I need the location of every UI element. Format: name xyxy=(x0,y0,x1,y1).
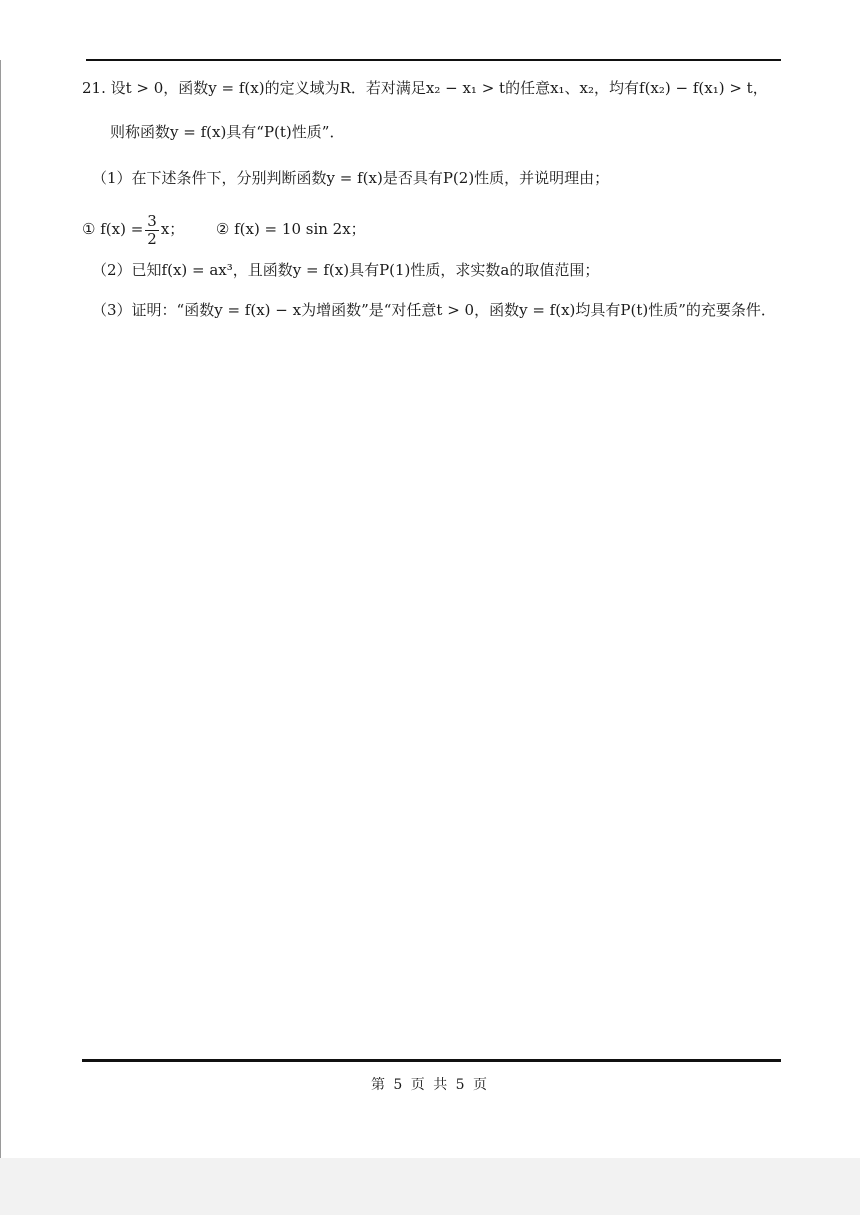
item-2: ② f(x) = 10 sin 2x； xyxy=(215,220,366,238)
bottom-rule xyxy=(82,1059,781,1062)
top-rule xyxy=(86,59,781,61)
part-1-items xyxy=(82,212,366,248)
fraction-numerator: 3 xyxy=(147,211,157,230)
item-1-prefix: ① f(x) = xyxy=(82,220,144,238)
part-1-text: （1）在下述条件下，分别判断函数y = f(x)是否具有P(2)性质，并说明理由； xyxy=(92,169,610,187)
page-footer: 第 5 页 共 5 页 xyxy=(370,1077,490,1093)
item-1-suffix: x； xyxy=(160,220,185,238)
problem-line-1: 21. 设t > 0，函数y = f(x)的定义域为R．若对满足x₂ − x₁ > t的任意x₁、x₂，均有f(x₂) − f(x₁) > t， xyxy=(82,79,768,97)
part-2-text: （2）已知f(x) = ax³，且函数y = f(x)具有P(1)性质，求实数a的取值范围； xyxy=(92,261,600,279)
scan-margin xyxy=(0,1158,860,1215)
page-left-edge xyxy=(0,60,1,1158)
fraction-denominator: 2 xyxy=(147,229,157,248)
part-3-text: （3）证明：“函数y = f(x) − x为增函数”是“对任意t > 0，函数y = f(x)均具有P(t)性质”的充要条件． xyxy=(92,301,776,319)
fraction xyxy=(145,213,159,248)
problem-line-2: 则称函数y = f(x)具有“P(t)性质”． xyxy=(110,123,345,141)
